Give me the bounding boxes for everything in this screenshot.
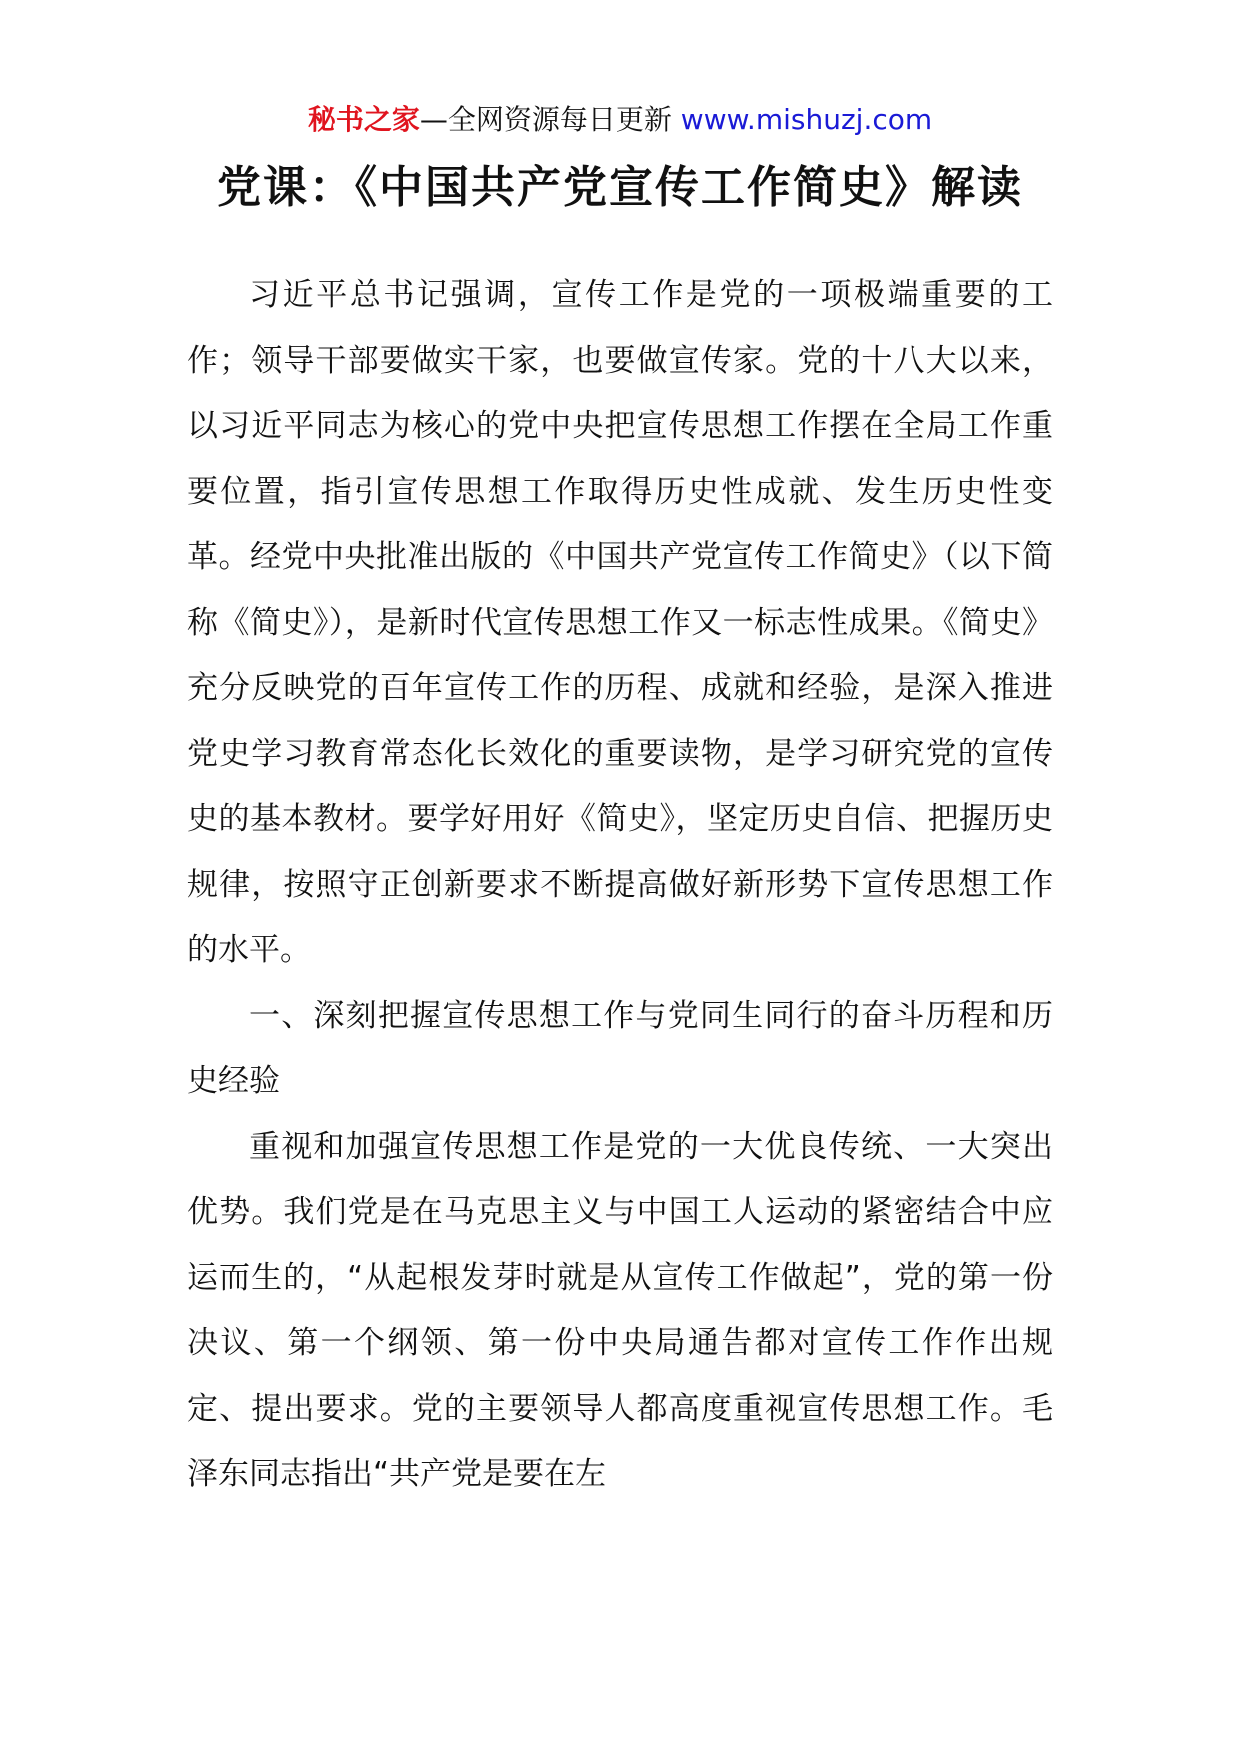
paragraph-section-1: 重视和加强宣传思想工作是党的一大优良传统、一大突出优势。我们党是在马克思主义与中国工人运动的紧密结合中应运而生的，“从起根发芽时就是从宣传工作做起”，党的第一份决议、第一个纲领、第一份中央局通告都对宣传工作作出规定、提出要求。党的主要领导人都高度重视宣传思想工作。毛泽东同志指出“共产党是要在左 — [187, 1128, 1053, 1492]
page-title: 党课：《中国共产党宣传工作简史》解读 — [217, 162, 1023, 213]
paragraph-intro: 习近平总书记强调，宣传工作是党的一项极端重要的工作；领导干部要做实干家，也要做宣传家。党的十八大以来，以习近平同志为核心的党中央把宣传思想工作摆在全局工作重要位置，指引宣传思想工作取得历史性成就、发生历史性变革。经党中央批准出版的《中国共产党宣传工作简史》（以下简称《简史》），是新时代宣传思想工作又一标志性成果。《简史》充分反映党的百年宣传工作的历程、成就和经验，是深入推进党史学习教育常态化长效化的重要读物，是学习研究党的宣传史的基本教材。要学好用好《简史》，坚定历史自信、把握历史规律，按照守正创新要求不断提高做好新形势下宣传思想工作的水平。 — [187, 277, 1053, 968]
section-heading-1: 一、深刻把握宣传思想工作与党同生同行的奋斗历程和历史经验 — [187, 997, 1053, 1099]
site-brand: 秘书之家 — [307, 103, 420, 136]
site-slogan: —全网资源每日更新 — [419, 103, 672, 136]
site-url-link[interactable]: www.mishuzj.com — [680, 103, 933, 136]
document-body — [187, 263, 1053, 1508]
site-header — [0, 100, 1240, 140]
